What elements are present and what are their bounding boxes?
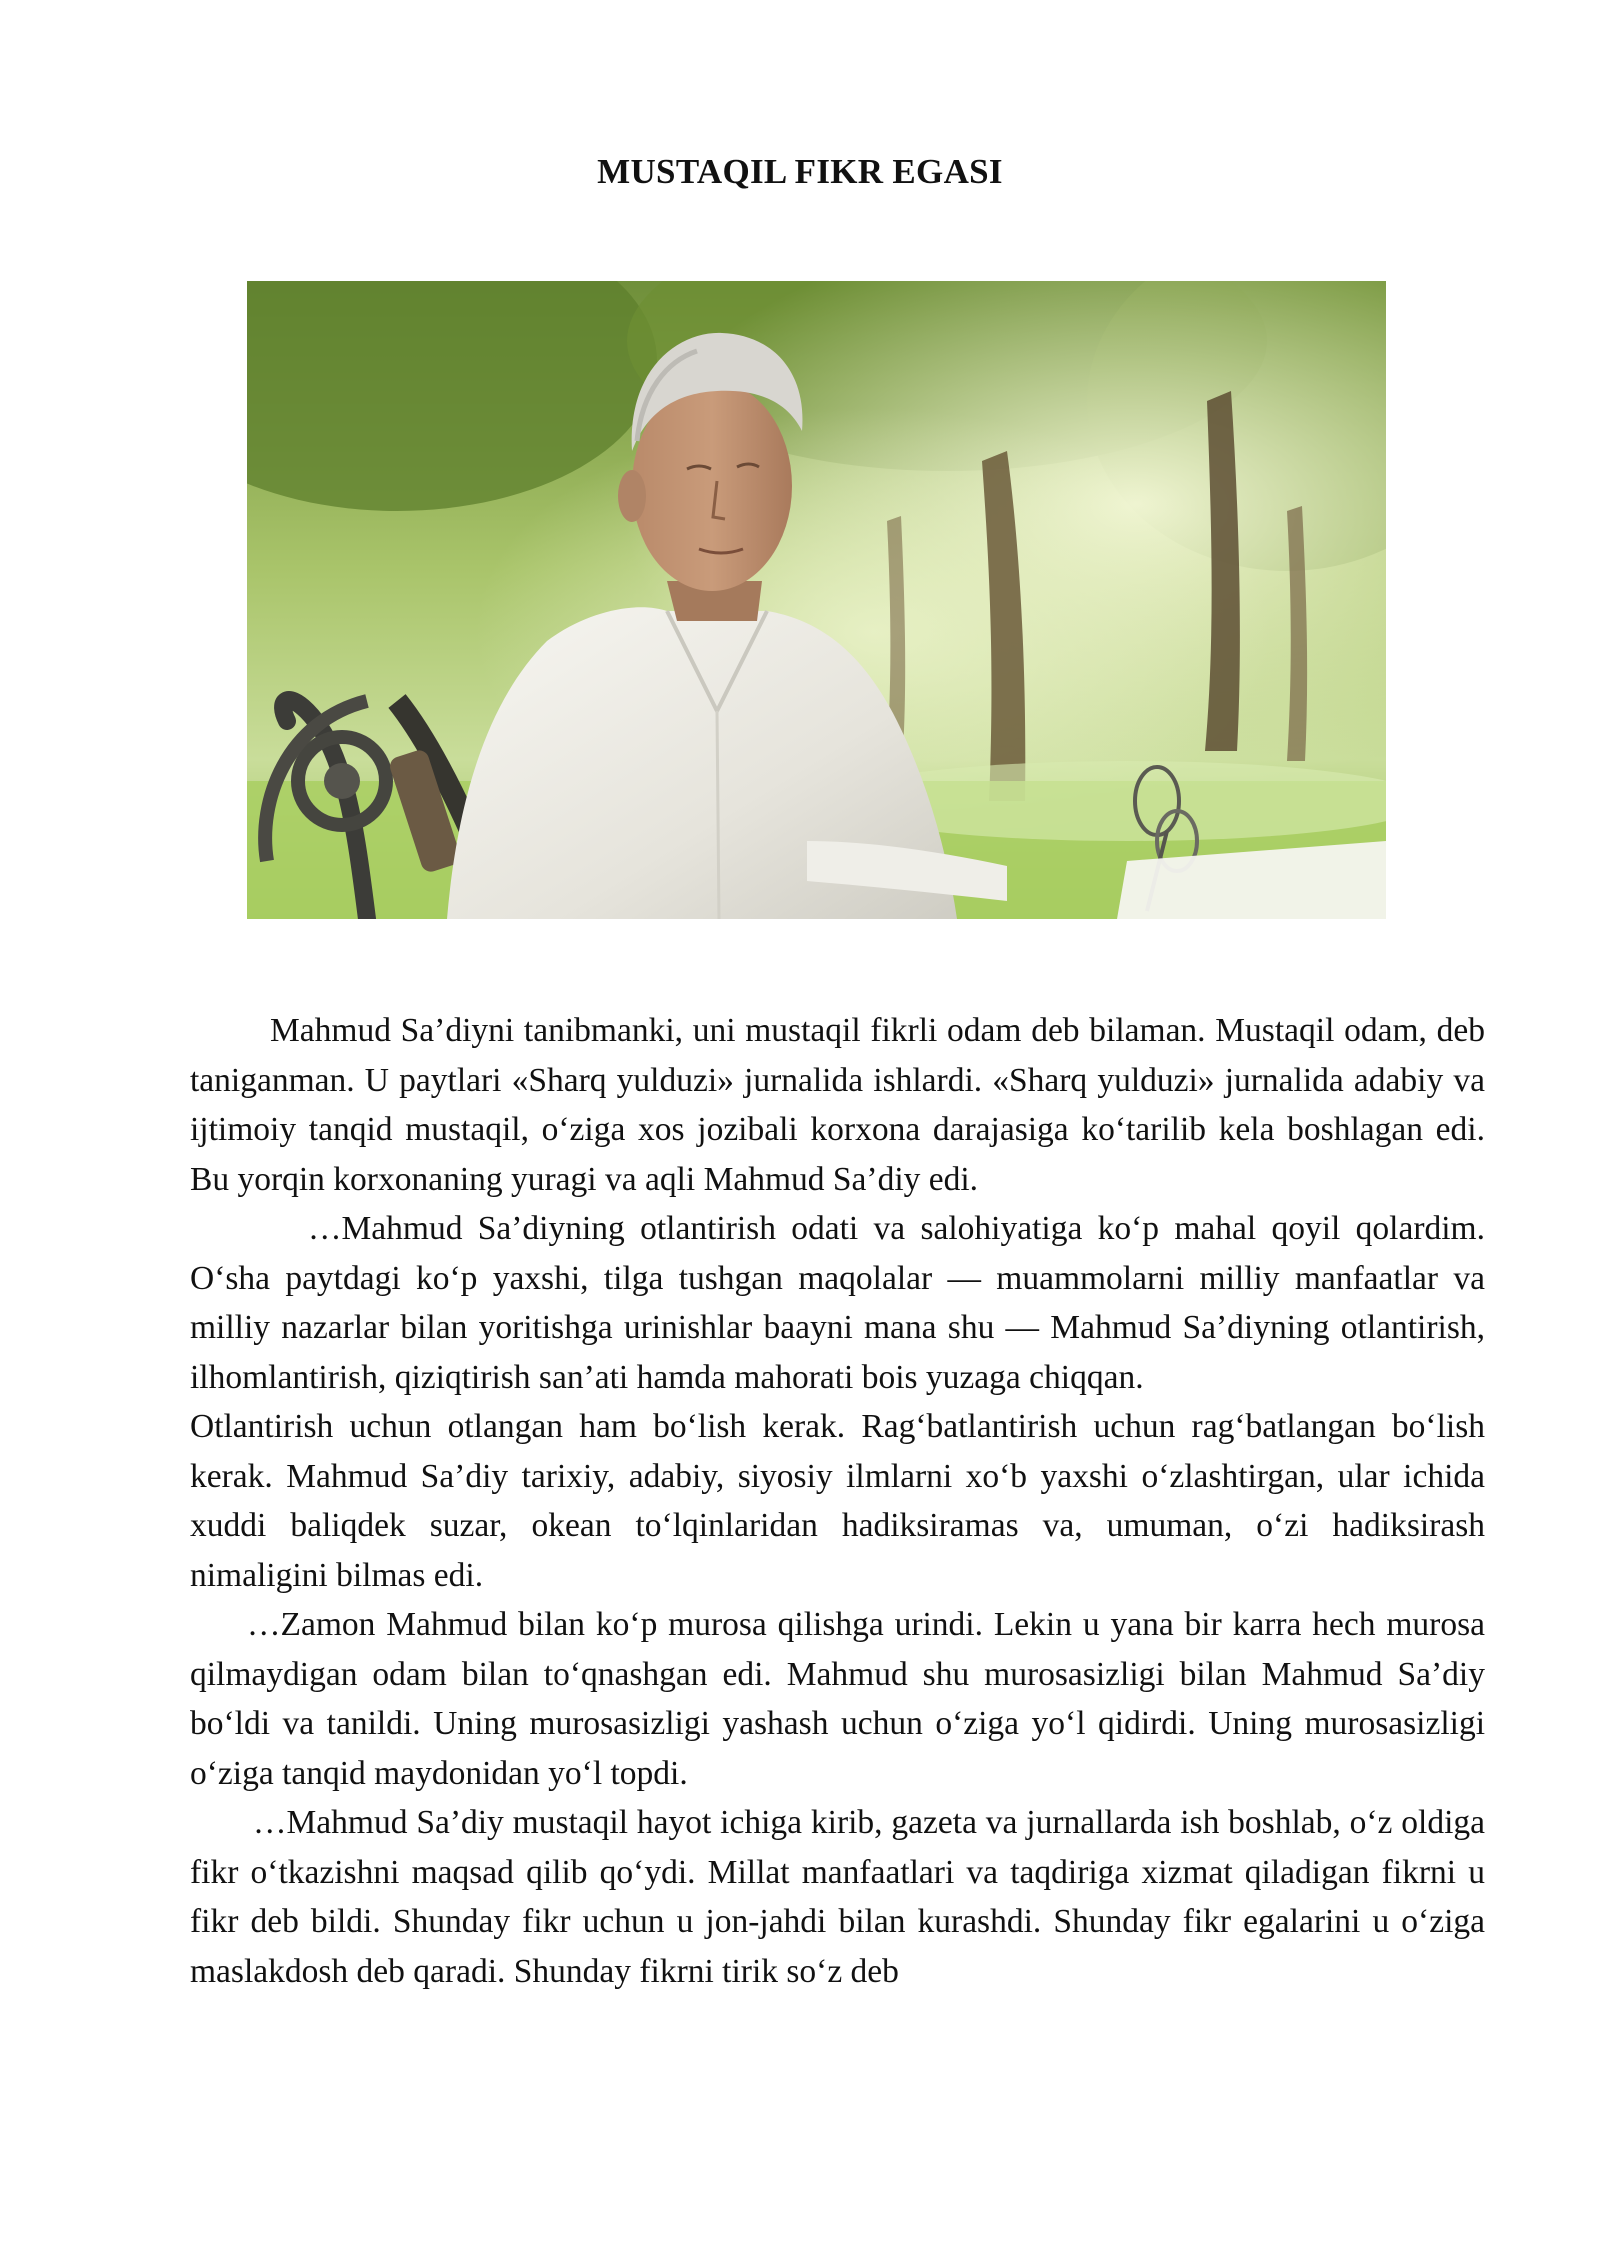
paragraph-3: Otlantirish uchun otlangan ham boʻlish kerak. Ragʻbatlantirish uchun ragʻbatlangan boʻlish kerak. Mahmud Sa’diy tarixiy, adabiy, siyosiy ilmlarni xoʻb yaxshi oʻzlashtirgan, ular ichida xuddi baliqdek suzar, okean toʻlqinlaridan hadiksiramas va, umuman, oʻzi hadiksirash nimaligini bilmas edi. xyxy=(190,1408,1485,1594)
portrait-photo xyxy=(247,281,1386,919)
portrait-photo-icon xyxy=(247,281,1386,919)
paragraph-2: …Mahmud Sa’diyning otlantirish odati va salohiyatiga koʻp mahal qoyil qolardim. Oʻsha paytdagi koʻp yaxshi, tilga tushgan maqolalar — muammolarni milliy manfaatlar va milliy nazarlar bilan yoritishga urinishlar baayni mana shu — Mahmud Sa’diyning otlantirish, ilhomlantirish, qiziqtirish san’ati hamda mahorati bois yuzaga chiqqan. xyxy=(190,1210,1485,1396)
paragraph-5: …Mahmud Sa’diy mustaqil hayot ichiga kirib, gazeta va jurnallarda ish boshlab, oʻz oldiga fikr oʻtkazishni maqsad qilib qoʻydi. Millat manfaatlari va taqdiriga xizmat qiladigan fikrni u fikr deb bildi. Shunday fikr uchun u jon-jahdi bilan kurashdi. Shunday fikr egalarini u oʻziga maslakdosh deb qaradi. Shunday fikrni tirik soʻz deb xyxy=(190,1804,1485,1990)
paragraph-1: Mahmud Sa’diyni tanibmanki, uni mustaqil fikrli odam deb bilaman. Mustaqil odam, deb taniganman. U paytlari «Sharq yulduzi» jurnalida ishlardi. «Sharq yulduzi» jurnalida adabiy va ijtimoiy tanqid mustaqil, oʻziga xos jozibali korxona darajasiga koʻtarilib kela boshlagan edi. Bu yorqin korxonaning yuragi va aqli Mahmud Sa’diy edi. xyxy=(190,1012,1485,1198)
article-body xyxy=(190,1006,1485,1996)
paragraph-4: …Zamon Mahmud bilan koʻp murosa qilishga urindi. Lekin u yana bir karra hech murosa qilmaydigan odam bilan toʻqnashgan edi. Mahmud shu murosasizligi bilan Mahmud Sa’diy boʻldi va tanildi. Uning murosasizligi yashash uchun oʻziga yoʻl qidirdi. Uning murosasizligi oʻziga tanqid maydonidan yoʻl topdi. xyxy=(190,1606,1485,1792)
article-title: MUSTAQIL FIKR EGASI xyxy=(597,152,1003,191)
